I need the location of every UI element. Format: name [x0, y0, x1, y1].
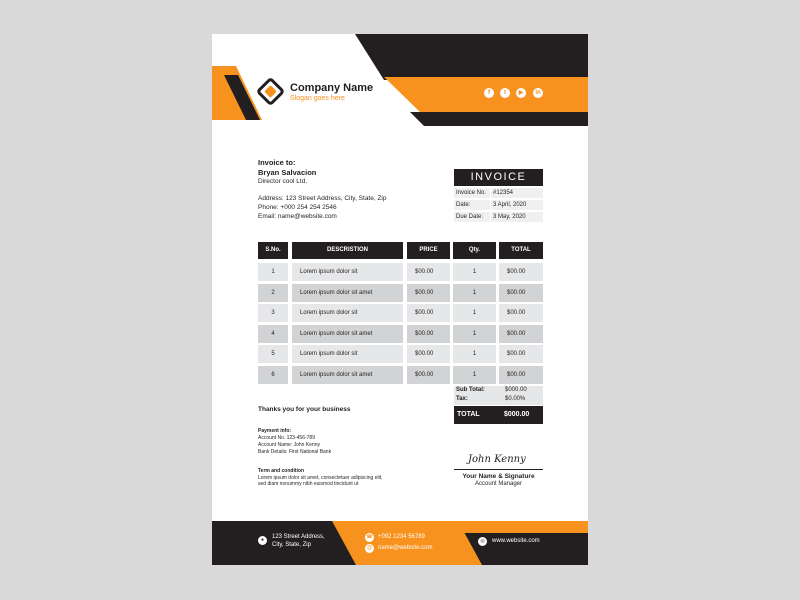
cell-sno: 1	[258, 263, 288, 281]
total-label: TOTAL	[457, 411, 480, 418]
tax-label: Tax:	[456, 396, 468, 402]
terms-line1: Lorem ipsum dolor sit amet, consectetuer adipiscing elit,	[258, 475, 383, 481]
invoice-number-value: #12354	[491, 188, 543, 198]
payment-heading: Payment info:	[258, 428, 292, 434]
cell-total: $00.00	[499, 325, 543, 343]
cell-qty: 1	[453, 284, 496, 302]
facebook-icon[interactable]: f	[484, 88, 494, 98]
cell-description: Lorem ipsum dolor sit	[292, 345, 403, 363]
invoice-page	[212, 34, 588, 565]
thanks-text: Thanks you for your business	[258, 406, 351, 413]
cell-qty: 1	[453, 345, 496, 363]
terms-line2: sed diam nonummy nibh euismod tincidunt ut	[258, 481, 359, 487]
cell-total: $00.00	[499, 366, 543, 384]
invoice-date-row	[454, 200, 543, 210]
invoice-number-row	[454, 188, 543, 198]
bill-to-heading: Invoice to:	[258, 158, 296, 167]
payment-account-no: Account No. 123-456-789	[258, 435, 315, 441]
email-icon: @	[366, 545, 373, 551]
client-phone: Phone: +000 254 254 2546	[258, 204, 337, 211]
cell-description: Lorem ipsum dolor sit	[292, 263, 403, 281]
header-price: PRICE	[407, 242, 450, 259]
tax-value: $0.00%	[505, 396, 526, 402]
linkedin-icon[interactable]: in	[533, 88, 543, 98]
invoice-number-label: Invoice No.	[454, 188, 490, 198]
footer-email: name@website.com	[378, 545, 433, 551]
signature-script: John Kenny	[468, 454, 526, 465]
cell-price: $00.00	[407, 284, 450, 302]
subtotal-value: $000.00	[505, 387, 527, 393]
footer-website[interactable]: www.website.com	[492, 538, 540, 544]
footer-address-line2: City, State, Zip	[272, 542, 311, 548]
header-sno: S.No.	[258, 242, 288, 259]
header-total: TOTAL	[499, 242, 543, 259]
globe-icon: ◎	[478, 537, 487, 546]
cell-qty: 1	[453, 304, 496, 322]
invoice-due-row	[454, 212, 543, 222]
payment-account-name: Account Name: John Kenny	[258, 442, 320, 448]
client-address: Address: 123 Street Address, City, State, Zip	[258, 195, 387, 202]
cell-total: $00.00	[499, 345, 543, 363]
cell-qty: 1	[453, 263, 496, 281]
cell-qty: 1	[453, 366, 496, 384]
cell-price: $00.00	[407, 263, 450, 281]
cell-sno: 5	[258, 345, 288, 363]
invoice-due-label: Due Date:	[454, 212, 490, 222]
cell-total: $00.00	[499, 263, 543, 281]
cell-description: Lorem ipsum dolor sit	[292, 304, 403, 322]
invoice-date-label: Date:	[454, 200, 490, 210]
invoice-date-value: 3 April, 2020	[491, 200, 543, 210]
signature-line	[454, 469, 543, 470]
signature-role: Account Manager	[474, 481, 523, 487]
invoice-due-value: 3 May, 2020	[491, 212, 543, 222]
cell-description: Lorem ipsum dolor sit amet	[292, 366, 403, 384]
cell-sno: 2	[258, 284, 288, 302]
cell-price: $00.00	[407, 366, 450, 384]
cell-total: $00.00	[499, 304, 543, 322]
cell-price: $00.00	[407, 345, 450, 363]
total-value: $000.00	[504, 411, 530, 418]
cell-total: $00.00	[499, 284, 543, 302]
client-title: Director cool Ltd.	[258, 178, 308, 185]
payment-bank: Bank Details: First National Bank	[258, 449, 332, 455]
location-icon: ●	[258, 536, 267, 545]
footer-phone: +092 1234 56789	[378, 534, 425, 540]
footer-address-line1: 123 Street Address,	[272, 534, 325, 540]
header-description: DESCRISTION	[292, 242, 403, 259]
signature-label: Your Name & Signature	[462, 473, 535, 480]
subtotal-label: Sub Total:	[456, 387, 485, 393]
cell-description: Lorem ipsum dolor sit amet	[292, 284, 403, 302]
cell-sno: 3	[258, 304, 288, 322]
cell-sno: 6	[258, 366, 288, 384]
client-name: Bryan Salvacion	[258, 168, 317, 177]
company-name: Company Name	[290, 82, 374, 94]
client-email: Email: name@website.com	[258, 213, 337, 220]
cell-price: $00.00	[407, 304, 450, 322]
terms-heading: Term and condition	[258, 468, 305, 474]
cell-price: $00.00	[407, 325, 450, 343]
invoice-title: INVOICE	[454, 169, 543, 186]
twitter-icon[interactable]: t	[500, 88, 510, 98]
youtube-icon[interactable]: ▶	[516, 88, 526, 98]
company-slogan: Slogan goes here	[290, 95, 345, 102]
cell-sno: 4	[258, 325, 288, 343]
cell-description: Lorem ipsum dolor sit amet	[292, 325, 403, 343]
cell-qty: 1	[453, 325, 496, 343]
header-qty: Qty.	[453, 242, 496, 259]
phone-icon: ☎	[366, 534, 373, 540]
